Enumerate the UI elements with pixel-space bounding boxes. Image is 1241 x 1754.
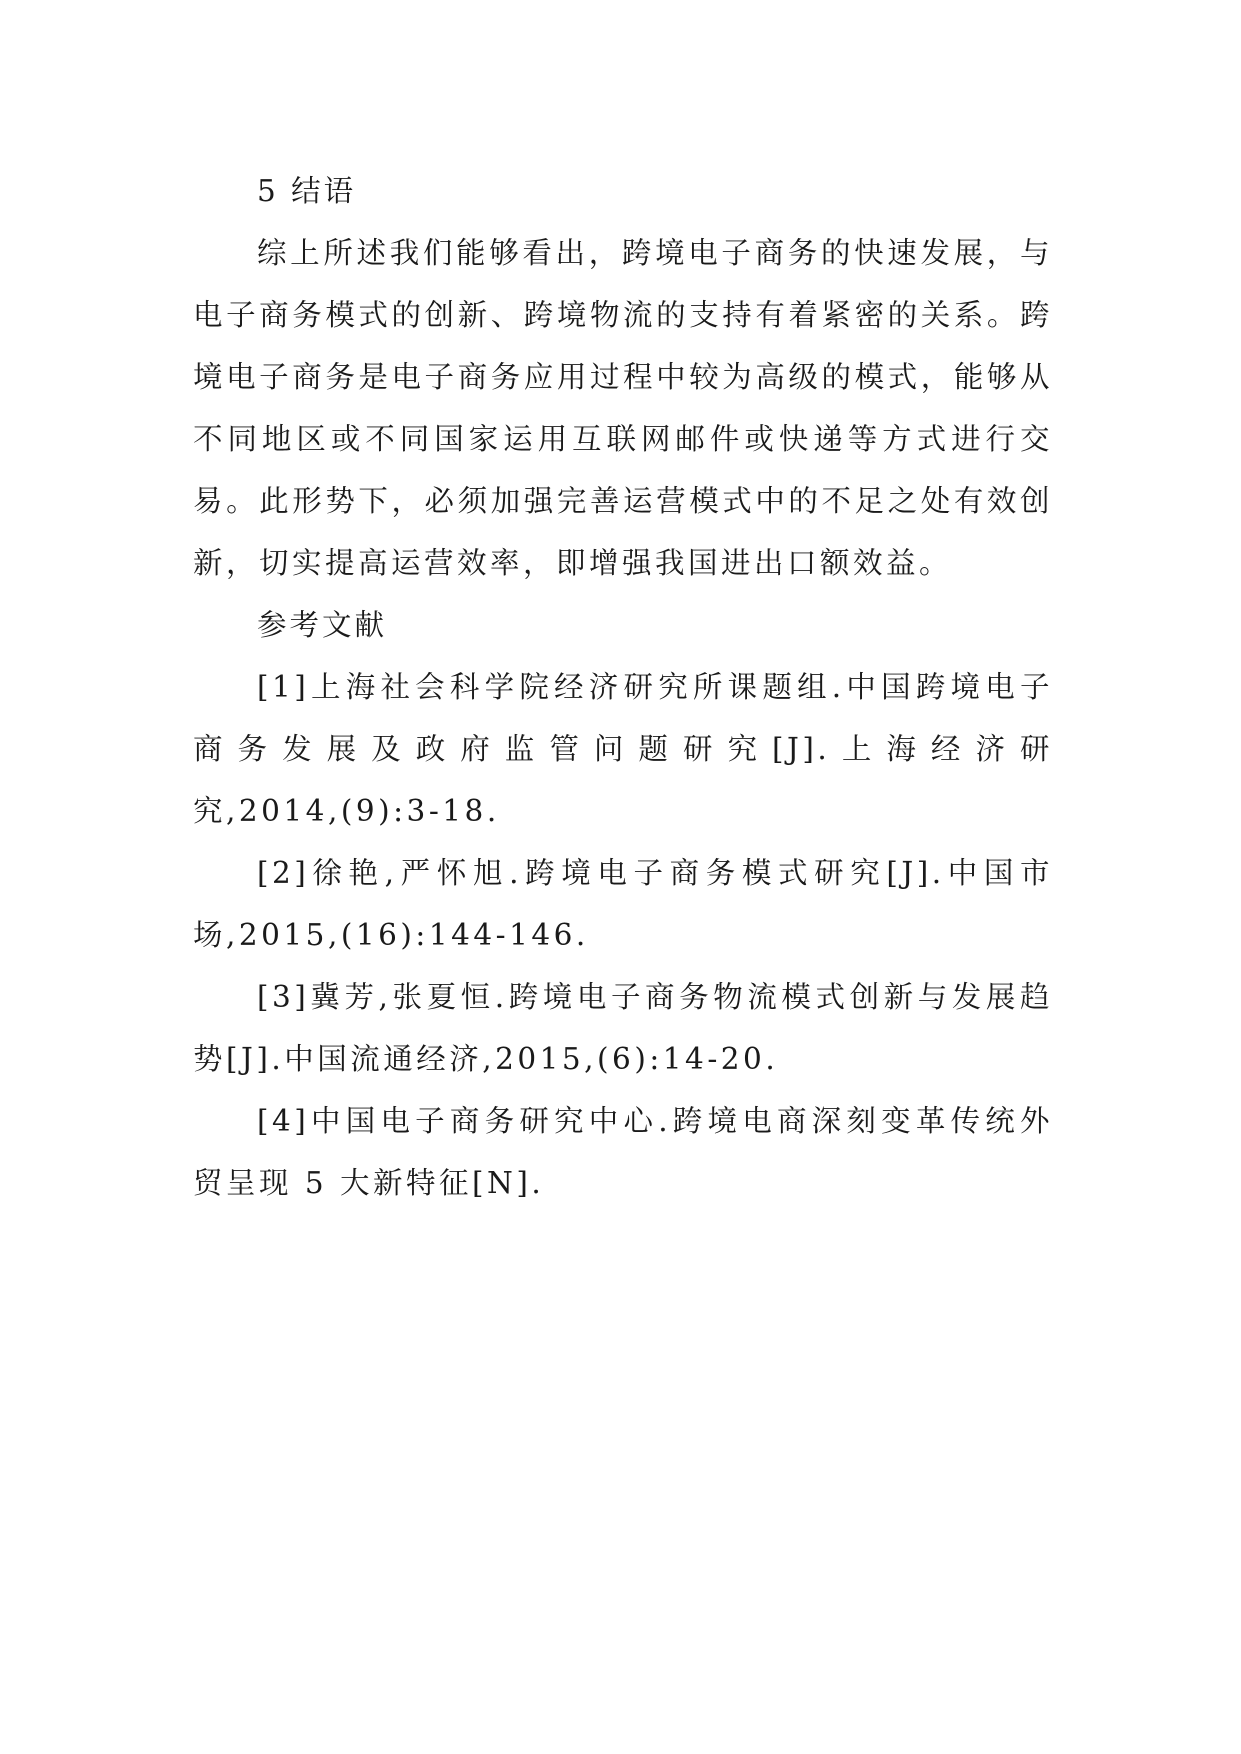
reference-line: 贸呈现 5 大新特征[N]. xyxy=(193,1166,545,1200)
paragraph-line: 电子商务模式的创新、跨境物流的支持有着紧密的关系。跨 xyxy=(193,298,1053,332)
reference-item-4 xyxy=(193,1090,1053,1214)
paragraph-line: 易。此形势下，必须加强完善运营模式中的不足之处有效创 xyxy=(193,484,1053,518)
section-heading-references: 参考文献 xyxy=(257,608,388,642)
reference-line: [4]中国电子商务研究中心.跨境电商深刻变革传统外 xyxy=(257,1104,1053,1138)
reference-list xyxy=(193,656,1053,1214)
conclusion-paragraph xyxy=(193,222,1053,594)
section-heading-conclusion: 5 结语 xyxy=(257,174,357,208)
reference-line: 究,2014,(9):3-18. xyxy=(193,794,500,828)
paragraph-line: 不同地区或不同国家运用互联网邮件或快递等方式进行交 xyxy=(193,422,1053,456)
reference-line: 场,2015,(16):144-146. xyxy=(193,918,589,952)
document-page xyxy=(193,160,1053,1214)
paragraph-line: 境电子商务是电子商务应用过程中较为高级的模式，能够从 xyxy=(193,360,1053,394)
reference-line: 势[J].中国流通经济,2015,(6):14-20. xyxy=(193,1042,779,1076)
reference-item-2 xyxy=(193,842,1053,966)
reference-item-1 xyxy=(193,656,1053,842)
paragraph-line: 新，切实提高运营效率，即增强我国进出口额效益。 xyxy=(193,546,953,580)
paragraph-line: 综上所述我们能够看出，跨境电子商务的快速发展，与 xyxy=(257,236,1053,270)
reference-item-3 xyxy=(193,966,1053,1090)
reference-line: [1]上海社会科学院经济研究所课题组.中国跨境电子 xyxy=(257,670,1053,704)
reference-line: [3]冀芳,张夏恒.跨境电子商务物流模式创新与发展趋 xyxy=(257,980,1053,1014)
reference-line: 商务发展及政府监管问题研究[J].上海经济研 xyxy=(193,732,1053,766)
reference-line: [2]徐艳,严怀旭.跨境电子商务模式研究[J].中国市 xyxy=(257,856,1053,890)
